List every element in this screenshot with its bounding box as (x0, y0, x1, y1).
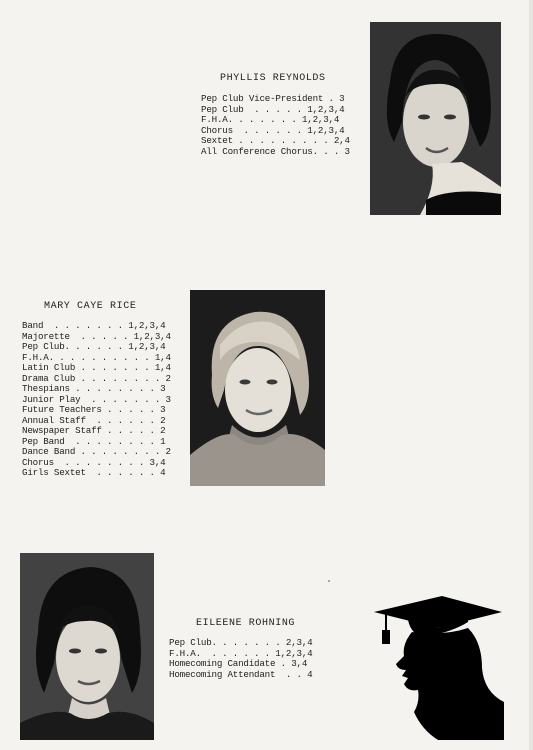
activity-item: All Conference Chorus. . . 3 (201, 145, 350, 157)
activity-item: Pep Club Vice-President . 3 (201, 93, 345, 104)
activity-item: Future Teachers . . . . . 3 (22, 404, 166, 415)
activity-item: Homecoming Candidate . 3,4 (169, 658, 308, 669)
activities-list-mary-caye-rice (22, 321, 171, 479)
activity-item: Dance Band . . . . . . . . 2 (22, 446, 171, 457)
activity-item: F.H.A. . . . . . . . . . 1,4 (22, 351, 171, 363)
graduate-silhouette-icon (372, 592, 504, 740)
activity-item: Annual Staff . . . . . . 2 (22, 414, 166, 426)
activity-item: F.H.A. . . . . . . 1,2,3,4 (169, 647, 313, 659)
student-name-phyllis-reynolds: PHYLLIS REYNOLDS (220, 73, 326, 84)
portrait-phyllis-reynolds (370, 22, 501, 215)
activity-item: Thespians . . . . . . . . 3 (22, 383, 166, 394)
page-edge (529, 0, 533, 750)
activity-item: Girls Sextet . . . . . . 4 (22, 467, 166, 478)
activities-list-phyllis-reynolds (201, 94, 350, 157)
activity-item: Pep Club. . . . . . . 2,3,4 (169, 637, 313, 648)
activity-item: Majorette . . . . . 1,2,3,4 (22, 330, 171, 342)
student-name-eileene-rohning: EILEENE ROHNING (196, 618, 296, 629)
activity-item: Junior Play . . . . . . . 3 (22, 393, 171, 405)
activities-list-eileene-rohning (169, 638, 312, 680)
activity-item: Chorus . . . . . . . . 3,4 (22, 456, 166, 468)
activity-item: Chorus . . . . . . 1,2,3,4 (201, 124, 345, 136)
activity-item: Newspaper Staff . . . . . 2 (22, 425, 166, 436)
activity-item: Drama Club . . . . . . . . 2 (22, 372, 171, 384)
activity-item: Pep Club . . . . . 1,2,3,4 (201, 103, 345, 115)
activity-item: Latin Club . . . . . . . 1,4 (22, 362, 171, 373)
activity-item: Pep Club. . . . . . 1,2,3,4 (22, 341, 166, 352)
activity-item: Pep Band . . . . . . . . 1 (22, 435, 166, 447)
activity-item: Band . . . . . . . 1,2,3,4 (22, 320, 166, 331)
portrait-eileene-rohning (20, 553, 154, 740)
student-name-mary-caye-rice: MARY CAYE RICE (44, 301, 137, 312)
activity-item: Sextet . . . . . . . . . 2,4 (201, 135, 350, 146)
activity-item: Homecoming Attendant . . 4 (169, 668, 313, 680)
portrait-mary-caye-rice (190, 290, 325, 486)
speck (328, 580, 330, 582)
activity-item: F.H.A. . . . . . . 1,2,3,4 (201, 114, 340, 125)
